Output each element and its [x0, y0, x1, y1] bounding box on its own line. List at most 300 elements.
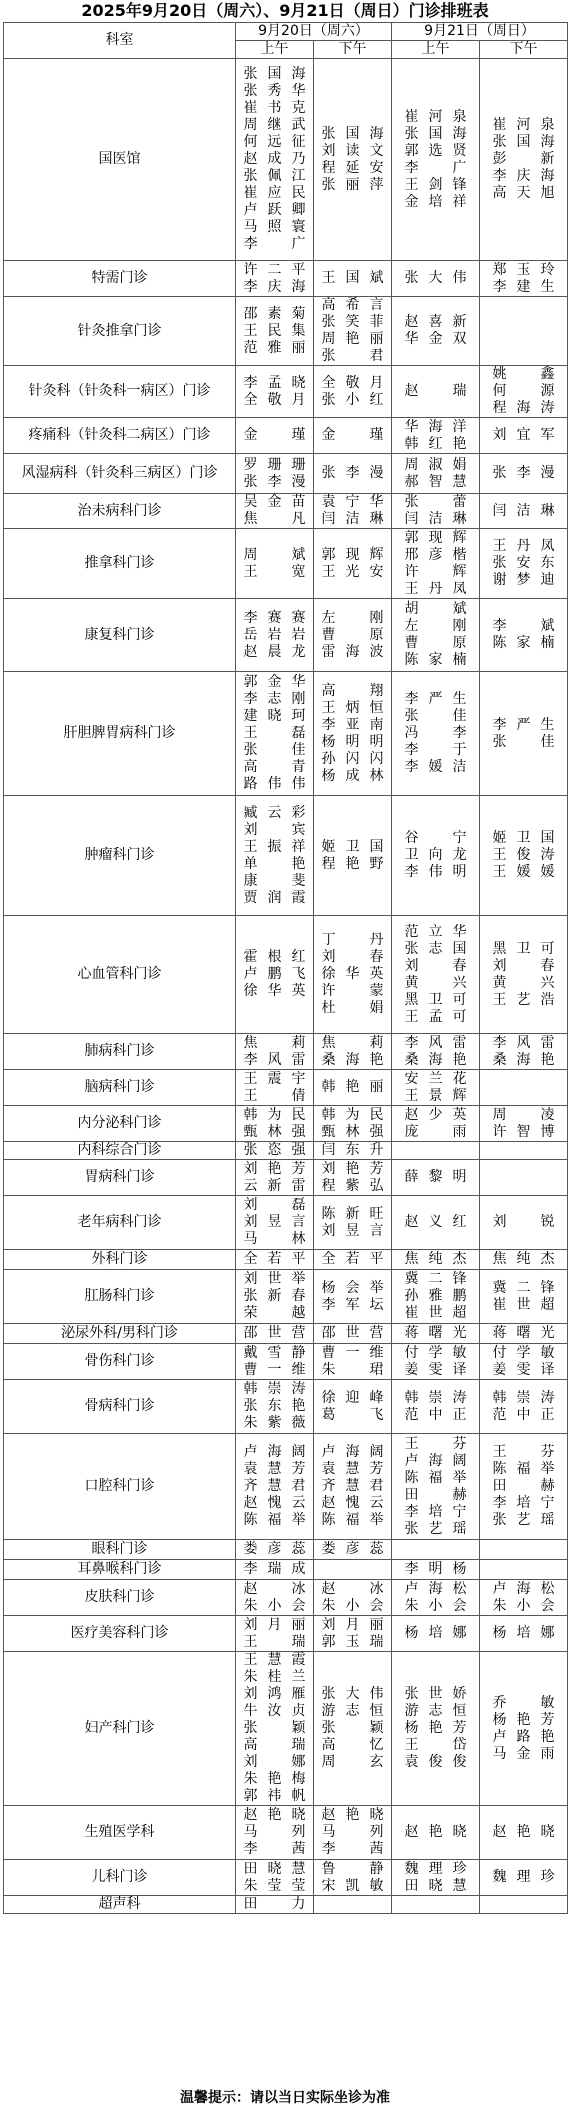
doctor-name: 郭金华	[243, 674, 306, 690]
doctor-name: 李 斌	[492, 618, 555, 634]
doctor-cell-day1-pm	[314, 297, 392, 366]
dept-name: 骨伤科门诊	[4, 1344, 236, 1380]
doctor-name: 崔河泉	[404, 108, 467, 125]
table-row	[4, 1380, 568, 1434]
doctor-name: 邢彦楷	[404, 546, 467, 563]
table-row	[4, 454, 568, 494]
doctor-name: 崔世超	[492, 1296, 555, 1313]
doctor-name: 李 于	[404, 742, 467, 758]
doctor-name: 赵艳晓	[243, 1807, 306, 1823]
doctor-name: 蒋曙光	[404, 1325, 467, 1341]
doctor-cell-day1-am	[236, 1896, 314, 1914]
table-row	[4, 297, 568, 366]
doctor-name: 范中正	[404, 1406, 467, 1423]
doctor-name: 邵素菊	[243, 305, 306, 322]
doctor-name: 康 斐	[243, 872, 306, 889]
doctor-cell-day2-pm	[480, 1160, 568, 1196]
doctor-name: 闫洁琳	[404, 511, 467, 527]
dept-name: 皮肤科门诊	[4, 1580, 236, 1616]
doctor-name: 朱 珺	[321, 1361, 384, 1378]
doctor-name: 何 源	[492, 383, 555, 399]
doctor-cell-day2-pm	[480, 1806, 568, 1860]
doctor-name: 刘世举	[243, 1271, 306, 1287]
doctor-name: 姬卫国	[492, 830, 555, 846]
doctor-name: 张新春	[243, 1288, 306, 1304]
doctor-cell-day1-pm	[314, 1434, 392, 1540]
doctor-name: 左 刚	[321, 609, 384, 626]
doctor-name: 李风雷	[404, 1034, 467, 1051]
doctor-name: 朱紫薇	[243, 1415, 306, 1431]
doctor-name: 王 芬	[404, 1435, 467, 1452]
doctor-cell-day2-am	[392, 1540, 480, 1560]
dept-name: 生殖医学科	[4, 1806, 236, 1860]
doctor-name: 李军坛	[321, 1296, 384, 1313]
doctor-cell-day1-am	[236, 1580, 314, 1616]
doctor-name: 魏理珍	[492, 1869, 555, 1885]
doctor-name: 刘 娜	[243, 1754, 306, 1770]
doctor-name: 李伟明	[404, 864, 467, 880]
doctor-name: 徐华英	[321, 966, 384, 982]
doctor-name: 张世娇	[404, 1686, 467, 1702]
dept-name: 疼痛科（针灸科二病区）门诊	[4, 418, 236, 454]
doctor-name: 张国海	[321, 125, 384, 142]
doctor-cell-day1-am	[236, 1616, 314, 1652]
doctor-name: 李媛洁	[404, 759, 467, 775]
doctor-cell-day1-am	[236, 1806, 314, 1860]
doctor-name: 李志刚	[243, 691, 306, 707]
dept-name: 眼科门诊	[4, 1540, 236, 1560]
doctor-name: 闫洁琳	[321, 511, 384, 527]
doctor-name: 张安东	[492, 555, 555, 571]
doctor-name: 建晓珂	[243, 708, 306, 724]
doctor-name: 葛 飞	[321, 1406, 384, 1423]
doctor-cell-day2-am	[392, 1344, 480, 1380]
doctor-name: 娄彦蕊	[243, 1541, 306, 1557]
table-row	[4, 1434, 568, 1540]
table-row	[4, 672, 568, 796]
doctor-cell-day2-am	[392, 494, 480, 529]
doctor-name: 赵义红	[404, 1214, 467, 1230]
dept-name: 老年病科门诊	[4, 1196, 236, 1250]
table-row	[4, 1324, 568, 1344]
doctor-name: 李 广	[243, 236, 306, 252]
doctor-name: 郭玉瑞	[321, 1633, 384, 1650]
doctor-name: 闫东升	[321, 1142, 384, 1158]
table-row	[4, 1540, 568, 1560]
table-row	[4, 261, 568, 297]
doctor-name: 马 列	[321, 1824, 384, 1840]
doctor-cell-day2-pm	[480, 1344, 568, 1380]
doctor-name: 徐迎峰	[321, 1389, 384, 1406]
doctor-cell-day2-pm	[480, 1540, 568, 1560]
doctor-cell-day1-pm	[314, 1270, 392, 1324]
doctor-name: 张李漫	[243, 473, 306, 490]
doctor-cell-day1-pm	[314, 1106, 392, 1142]
doctor-name: 张 佳	[404, 708, 467, 724]
doctor-name: 冀二锋	[404, 1271, 467, 1287]
doctor-name: 乔 敏	[492, 1694, 555, 1711]
doctor-cell-day1-pm	[314, 418, 392, 454]
doctor-name: 雷海波	[321, 643, 384, 660]
doctor-name: 韩为民	[243, 1106, 306, 1123]
doctor-name: 杨艳芳	[492, 1711, 555, 1728]
doctor-name: 周 凌	[492, 1106, 555, 1123]
table-row	[4, 1580, 568, 1616]
doctor-name: 韩崇涛	[404, 1389, 467, 1406]
doctor-name: 金 瑾	[321, 427, 384, 443]
doctor-name: 全敬月	[243, 391, 306, 408]
table-row	[4, 916, 568, 1034]
doctor-cell-day2-pm	[480, 1070, 568, 1106]
doctor-name: 杨会举	[321, 1279, 384, 1296]
doctor-name: 杨艳芳	[404, 1720, 467, 1736]
doctor-cell-day1-pm	[314, 454, 392, 494]
doctor-cell-day2-pm	[480, 1652, 568, 1806]
doctor-name: 杜 娟	[321, 1000, 384, 1016]
doctor-cell-day1-pm	[314, 796, 392, 916]
doctor-name: 范立华	[404, 923, 467, 940]
doctor-name: 王丹凤	[492, 538, 555, 554]
doctor-cell-day1-am	[236, 1106, 314, 1142]
dept-name: 超声科	[4, 1896, 236, 1914]
doctor-name: 张志国	[404, 940, 467, 957]
doctor-cell-day2-pm	[480, 1560, 568, 1580]
doctor-cell-day2-pm	[480, 1106, 568, 1142]
doctor-cell-day2-pm	[480, 916, 568, 1034]
doctor-name: 孙闪闪	[321, 750, 384, 767]
doctor-cell-day1-pm	[314, 1560, 392, 1580]
doctor-name: 陈家楠	[404, 652, 467, 668]
doctor-name: 周 斌	[243, 546, 306, 563]
table-row	[4, 1270, 568, 1324]
doctor-name: 付学敏	[492, 1344, 555, 1361]
header-day2-am: 上午	[392, 41, 480, 59]
dept-name: 胃病科门诊	[4, 1160, 236, 1196]
doctor-cell-day2-am	[392, 1806, 480, 1860]
doctor-name: 杨培娜	[492, 1625, 555, 1641]
doctor-name: 高 忆	[321, 1737, 384, 1753]
doctor-cell-day2-pm	[480, 1196, 568, 1250]
doctor-name: 单 艳	[243, 855, 306, 872]
doctor-cell-day2-pm	[480, 1860, 568, 1896]
doctor-name: 付学敏	[404, 1344, 467, 1361]
doctor-name: 甄林强	[243, 1123, 306, 1140]
doctor-cell-day1-am	[236, 1434, 314, 1540]
doctor-name: 李明杨	[404, 1561, 467, 1577]
doctor-name: 刘鸿雁	[243, 1686, 306, 1702]
doctor-name: 张国海	[243, 66, 306, 82]
doctor-cell-day2-am	[392, 59, 480, 261]
doctor-name: 张小红	[321, 391, 384, 408]
doctor-name: 戴雪静	[243, 1344, 306, 1361]
doctor-cell-day1-pm	[314, 1344, 392, 1380]
dept-name: 针灸推拿门诊	[4, 297, 236, 366]
doctor-cell-day1-pm	[314, 1034, 392, 1070]
table-row	[4, 1560, 568, 1580]
table-row	[4, 1806, 568, 1860]
doctor-cell-day2-pm	[480, 366, 568, 418]
doctor-name: 田 力	[243, 1896, 306, 1912]
dept-name: 推拿科门诊	[4, 529, 236, 599]
doctor-name: 何远征	[243, 134, 306, 150]
doctor-name: 姜雯译	[492, 1361, 555, 1378]
dept-name: 儿科门诊	[4, 1860, 236, 1896]
doctor-name: 王国斌	[321, 270, 384, 286]
doctor-name: 程延安	[321, 159, 384, 176]
doctor-name: 卫向龙	[404, 847, 467, 863]
doctor-name: 娄彦蕊	[321, 1541, 384, 1557]
dept-name: 心血管科门诊	[4, 916, 236, 1034]
doctor-name: 刘读文	[321, 142, 384, 159]
doctor-name: 赵喜新	[404, 314, 467, 330]
doctor-name: 韩崇涛	[492, 1389, 555, 1406]
dept-name: 肿瘤科门诊	[4, 796, 236, 916]
doctor-name: 杨培娜	[404, 1625, 467, 1641]
doctor-name: 曹 原	[404, 635, 467, 651]
doctor-name: 曹一维	[243, 1361, 306, 1378]
doctor-name: 刘 春	[321, 949, 384, 965]
doctor-cell-day1-pm	[314, 1896, 392, 1914]
doctor-name: 崔世超	[404, 1305, 467, 1321]
header-day1: 9月20日（周六）	[236, 23, 392, 41]
doctor-name: 张大伟	[404, 270, 467, 286]
doctor-cell-day2-am	[392, 916, 480, 1034]
doctor-cell-day2-am	[392, 1652, 480, 1806]
doctor-name: 张 颖	[243, 1720, 306, 1736]
table-row	[4, 1344, 568, 1380]
doctor-cell-day2-am	[392, 1616, 480, 1652]
doctor-cell-day1-pm	[314, 1160, 392, 1196]
doctor-name: 游志恒	[404, 1703, 467, 1719]
doctor-name: 张国海	[404, 125, 467, 142]
doctor-name: 张李漫	[492, 465, 555, 481]
doctor-name: 焦 凡	[243, 511, 306, 527]
doctor-name: 袁慧芳	[243, 1461, 306, 1477]
doctor-name: 吴金苗	[243, 494, 306, 510]
doctor-name: 黄 兴	[492, 974, 555, 991]
header-day2-pm: 下午	[480, 41, 568, 59]
doctor-name: 游志恒	[321, 1703, 384, 1719]
doctor-cell-day2-am	[392, 1560, 480, 1580]
doctor-name: 马 林	[243, 1231, 306, 1247]
doctor-name: 王炳恒	[321, 699, 384, 716]
doctor-name: 赵晨龙	[243, 643, 306, 660]
dept-name: 泌尿外科/男科门诊	[4, 1324, 236, 1344]
doctor-name: 朱莹莹	[243, 1877, 306, 1894]
doctor-cell-day2-am	[392, 1270, 480, 1324]
doctor-cell-day2-am	[392, 297, 480, 366]
schedule-table	[3, 22, 568, 1914]
footer-note: 温馨提示：请以当日实际坐诊为准	[180, 2090, 390, 2106]
doctor-cell-day2-am	[392, 599, 480, 672]
table-row	[4, 1160, 568, 1196]
table-row	[4, 1616, 568, 1652]
doctor-name: 郭选贤	[404, 142, 467, 159]
doctor-name: 许 辉	[404, 563, 467, 580]
doctor-name: 王光安	[321, 563, 384, 580]
doctor-name: 袁俊俊	[404, 1754, 467, 1770]
doctor-cell-day1-am	[236, 297, 314, 366]
doctor-name: 闫洁琳	[492, 502, 555, 519]
doctor-cell-day1-pm	[314, 59, 392, 261]
doctor-cell-day1-am	[236, 1344, 314, 1380]
doctor-name: 周艳丽	[321, 331, 384, 347]
doctor-cell-day2-am	[392, 1380, 480, 1434]
doctor-name: 陈家楠	[492, 635, 555, 651]
doctor-name: 朱小会	[321, 1597, 384, 1614]
doctor-name: 刘艳芳	[321, 1160, 384, 1177]
doctor-name: 田晓慧	[404, 1877, 467, 1894]
doctor-name: 张 君	[321, 348, 384, 364]
doctor-name: 臧云彩	[243, 804, 306, 821]
doctor-cell-day2-pm	[480, 59, 568, 261]
doctor-name: 邵世营	[321, 1325, 384, 1341]
doctor-cell-day1-am	[236, 1160, 314, 1196]
doctor-name: 郑玉玲	[492, 261, 555, 278]
doctor-name: 张恣强	[243, 1142, 306, 1158]
doctor-name: 王孟可	[404, 1008, 467, 1025]
doctor-name: 张艺瑶	[404, 1520, 467, 1537]
doctor-cell-day2-pm	[480, 418, 568, 454]
doctor-name: 王 磊	[243, 725, 306, 741]
doctor-name: 陈福举	[321, 1512, 384, 1528]
doctor-name: 袁宁华	[321, 494, 384, 510]
dept-name: 外科门诊	[4, 1250, 236, 1270]
doctor-name: 朱小会	[243, 1597, 306, 1614]
table-row	[4, 599, 568, 672]
doctor-name: 魏理珍	[404, 1860, 467, 1877]
doctor-cell-day2-pm	[480, 672, 568, 796]
doctor-name: 赵愧云	[321, 1495, 384, 1511]
doctor-name: 薛黎明	[404, 1169, 467, 1185]
doctor-cell-day2-am	[392, 418, 480, 454]
doctor-cell-day2-pm	[480, 297, 568, 366]
doctor-name: 王剑锋	[404, 176, 467, 193]
doctor-cell-day1-pm	[314, 1860, 392, 1896]
doctor-name: 张东艳	[243, 1398, 306, 1414]
doctor-name: 冀二锋	[492, 1279, 555, 1296]
doctor-name: 朱艳梅	[243, 1771, 306, 1787]
doctor-name: 金培祥	[404, 193, 467, 210]
doctor-cell-day2-am	[392, 1070, 480, 1106]
doctor-name: 孙雅鹏	[404, 1288, 467, 1304]
doctor-name: 张丽萍	[321, 176, 384, 193]
page-title: 2025年9月20日（周六）、9月21日（周日）门诊排班表	[81, 1, 489, 20]
doctor-name: 田 赫	[492, 1478, 555, 1494]
doctor-cell-day1-pm	[314, 366, 392, 418]
doctor-name: 刘 春	[492, 957, 555, 974]
table-row	[4, 796, 568, 916]
doctor-name: 卢海松	[404, 1580, 467, 1597]
doctor-name: 王振祥	[243, 838, 306, 855]
doctor-cell-day2-pm	[480, 494, 568, 529]
doctor-name: 卢鹏飞	[243, 966, 306, 982]
doctor-name: 韩崇涛	[243, 1381, 306, 1397]
doctor-name: 袁慧芳	[321, 1461, 384, 1477]
doctor-cell-day2-am	[392, 1106, 480, 1142]
doctor-name: 韩为民	[321, 1106, 384, 1123]
dept-name: 风湿病科（针灸科三病区）门诊	[4, 454, 236, 494]
doctor-cell-day2-pm	[480, 1896, 568, 1914]
doctor-name: 刘 春	[404, 957, 467, 974]
doctor-name: 许智博	[492, 1123, 555, 1140]
doctor-cell-day2-pm	[480, 599, 568, 672]
doctor-name: 彭 新	[492, 151, 555, 167]
doctor-name: 霍根红	[243, 949, 306, 965]
doctor-cell-day1-pm	[314, 1380, 392, 1434]
doctor-name: 蒋曙光	[492, 1325, 555, 1341]
doctor-name: 李风雷	[243, 1051, 306, 1068]
doctor-name: 高希言	[321, 297, 384, 313]
doctor-cell-day1-pm	[314, 916, 392, 1034]
doctor-name: 赵艳晓	[321, 1807, 384, 1823]
dept-name: 内科综合门诊	[4, 1142, 236, 1160]
doctor-name: 王 宽	[243, 563, 306, 580]
table-row	[4, 366, 568, 418]
doctor-cell-day2-am	[392, 529, 480, 599]
doctor-name: 曹 原	[321, 626, 384, 643]
doctor-name: 李庆海	[243, 278, 306, 295]
doctor-name: 庞 雨	[404, 1123, 467, 1140]
doctor-cell-day1-pm	[314, 529, 392, 599]
doctor-name: 马照寰	[243, 219, 306, 235]
doctor-name: 崔书克	[243, 100, 306, 116]
table-row	[4, 529, 568, 599]
doctor-name: 张 蕾	[404, 494, 467, 510]
doctor-name: 陈福举	[404, 1469, 467, 1486]
doctor-cell-day1-am	[236, 1270, 314, 1324]
doctor-name: 胡 斌	[404, 601, 467, 617]
doctor-cell-day2-am	[392, 1034, 480, 1070]
doctor-cell-day1-am	[236, 454, 314, 494]
doctor-name: 赵成乃	[243, 151, 306, 167]
doctor-name: 姜雯译	[404, 1361, 467, 1378]
doctor-name: 焦 莉	[243, 1034, 306, 1051]
doctor-name: 刘月丽	[321, 1616, 384, 1633]
doctor-name: 郭现辉	[321, 546, 384, 563]
doctor-name: 赵 瑞	[404, 383, 467, 399]
doctor-name: 卢海阔	[243, 1444, 306, 1460]
doctor-name: 卢跃卿	[243, 202, 306, 218]
doctor-cell-day2-pm	[480, 454, 568, 494]
doctor-name: 鲁 静	[321, 1860, 384, 1877]
dept-name: 肛肠科门诊	[4, 1270, 236, 1324]
doctor-name: 张李漫	[321, 465, 384, 481]
doctor-name: 焦纯杰	[492, 1251, 555, 1267]
doctor-cell-day1-am	[236, 1860, 314, 1896]
doctor-name: 王艺浩	[492, 991, 555, 1008]
doctor-cell-day1-am	[236, 494, 314, 529]
doctor-name: 齐慧君	[243, 1478, 306, 1494]
doctor-name: 李风雷	[492, 1034, 555, 1051]
doctor-name: 王 瑞	[243, 1633, 306, 1650]
doctor-cell-day2-am	[392, 1142, 480, 1160]
doctor-name: 桑海艳	[404, 1051, 467, 1068]
doctor-name: 甄林强	[321, 1123, 384, 1140]
doctor-name: 李严生	[404, 691, 467, 707]
doctor-name: 李培宁	[492, 1495, 555, 1511]
doctor-cell-day2-am	[392, 1860, 480, 1896]
doctor-cell-day2-am	[392, 672, 480, 796]
doctor-cell-day2-am	[392, 1580, 480, 1616]
doctor-name: 陈福举	[243, 1512, 306, 1528]
doctor-name: 张艺瑶	[492, 1512, 555, 1528]
doctor-name: 朱桂兰	[243, 1669, 306, 1685]
doctor-name: 张 佳	[243, 742, 306, 758]
doctor-name: 赵愧云	[243, 1495, 306, 1511]
doctor-name: 黄 兴	[404, 974, 467, 991]
doctor-cell-day1-am	[236, 1324, 314, 1344]
